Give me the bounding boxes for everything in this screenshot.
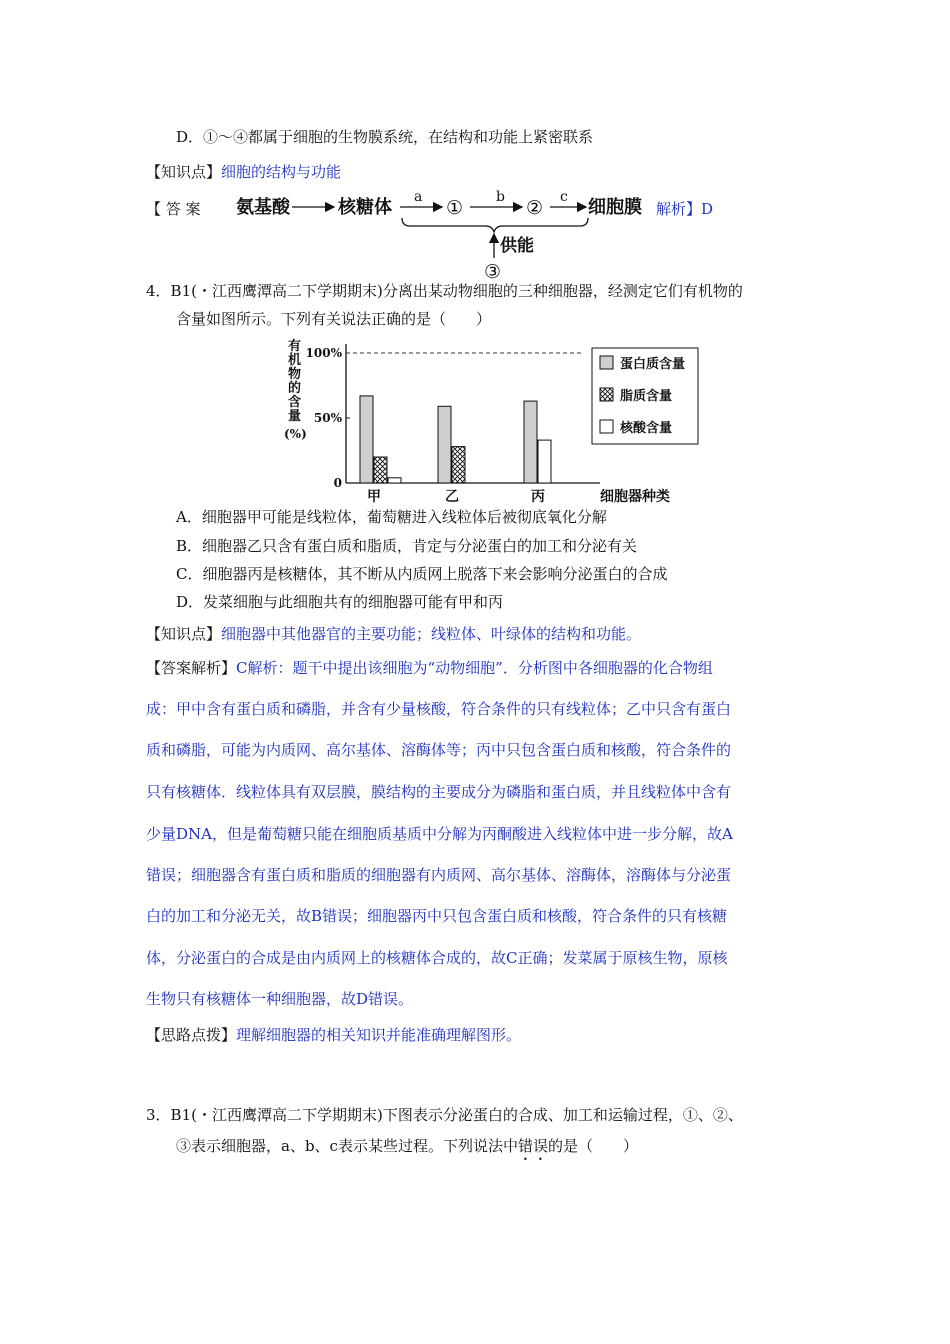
chart-bar-nucleic-acid xyxy=(388,478,401,483)
chart-legend-swatch xyxy=(600,420,613,433)
flow-amino-acid: 氨基酸 xyxy=(236,197,290,218)
q4-stem-line2: 含量如图所示。下列有关说法正确的是（ ） xyxy=(176,310,492,328)
q4-answer-line-4: 少量DNA，但是葡萄糖只能在细胞质基质中分解为丙酮酸进入线粒体中进一步分解，故A xyxy=(146,825,733,843)
hint-text: 理解细胞器的相关知识并能准确理解图形。 xyxy=(236,1026,522,1044)
answer-tag-prev: 【 答 案 xyxy=(146,200,201,218)
chart-y-tick-label: 50% xyxy=(313,411,342,425)
chart-y-tick-label: 100% xyxy=(305,346,342,360)
chart-bar-protein xyxy=(360,396,373,483)
q4-answer-line-0 xyxy=(146,658,713,678)
chart-category-label: 乙 xyxy=(445,489,459,505)
flow-label-b: b xyxy=(496,189,505,205)
flow-label-a: a xyxy=(414,189,423,205)
q3-stem-line1: 3．B1(・江西鹰潭高二下学期期末)下图表示分泌蛋白的合成、加工和运输过程，①、②、 xyxy=(146,1106,743,1124)
chart-y-axis-label xyxy=(284,338,307,441)
flow-organelle-2: ② xyxy=(526,197,544,219)
chart-legend-label: 蛋白质含量 xyxy=(620,357,686,372)
chart-legend-label: 脂质含量 xyxy=(620,389,673,404)
answer-tail-prev: 解析】D xyxy=(656,200,714,218)
flow-ribosome: 核糖体 xyxy=(338,197,392,218)
hint-tag: 【思路点拨】 xyxy=(146,1026,237,1044)
q4-option-b: B．细胞器乙只含有蛋白质和脂质，肯定与分泌蛋白的加工和分泌有关 xyxy=(176,537,638,555)
q4-option-c: C．细胞器丙是核糖体，其不断从内质网上脱落下来会影响分泌蛋白的合成 xyxy=(176,565,668,583)
chart-y-label-char: 机 xyxy=(288,353,302,368)
chart-legend-swatch xyxy=(600,388,613,401)
chart-x-axis-label: 细胞器种类 xyxy=(600,489,670,505)
chart-category-label: 丙 xyxy=(531,489,545,505)
flow-brace xyxy=(402,218,588,232)
q4-answer-line-7: 体，分泌蛋白的合成是由内质网上的核糖体合成的，故C正确；发菜属于原核生物，原核 xyxy=(146,949,728,967)
q4-option-d: D．发菜细胞与此细胞共有的细胞器可能有甲和丙 xyxy=(176,593,504,611)
chart-legend-label: 核酸含量 xyxy=(620,421,673,436)
chart-y-label-unit: (%) xyxy=(284,427,307,441)
q4-answer-line-1: 成：甲中含有蛋白质和磷脂，并含有少量核酸，符合条件的只有线粒体；乙中只含有蛋白 xyxy=(146,700,732,718)
q4-answer-line-5: 错误；细胞器含有蛋白质和脂质的细胞器有内质网、高尔基体、溶酶体，溶酶体与分泌蛋 xyxy=(146,866,732,884)
chart-bar-lipid xyxy=(374,457,387,483)
chart-bar-protein xyxy=(438,406,451,483)
chart-y-label-char: 含 xyxy=(288,395,302,410)
q4-answer-line-6: 白的加工和分泌无关，故B错误；细胞器丙中只包含蛋白质和核酸，符合条件的只有核糖 xyxy=(146,907,728,925)
q4-answer-line-8: 生物只有核糖体一种细胞器，故D错误。 xyxy=(146,990,414,1008)
knowledge-text: 细胞器中其他器官的主要功能；线粒体、叶绿体的结构和功能。 xyxy=(221,625,642,643)
chart-bar-lipid xyxy=(452,447,465,483)
flow-cell-membrane: 细胞膜 xyxy=(588,197,642,218)
knowledge-tag: 【知识点】 xyxy=(146,625,222,643)
q3-stem-part-a: ③表示细胞器，a、b、c表示某些过程。下列说法中 xyxy=(176,1137,518,1155)
q4-answer-line-2: 质和磷脂，可能为内质网、高尔基体、溶酶体等；丙中只包含蛋白质和核酸，符合条件的 xyxy=(146,741,732,759)
organelle-content-chart xyxy=(280,334,700,510)
flow-energy-label: 供能 xyxy=(500,236,534,256)
q4-hint xyxy=(146,1025,521,1045)
chart-y-label-char: 有 xyxy=(288,339,302,354)
chart-category-label: 甲 xyxy=(367,489,381,505)
chart-y-label-char: 量 xyxy=(288,409,302,424)
chart-bar-nucleic-acid xyxy=(538,440,551,483)
q4-answer-line-3: 只有核糖体．线粒体具有双层膜，膜结构的主要成分为磷脂和蛋白质，并且线粒体中含有 xyxy=(146,783,732,801)
answer-text-line: C解析：题干中提出该细胞为“动物细胞”．分析图中各细胞器的化合物组 xyxy=(236,659,713,677)
flow-label-c: c xyxy=(560,189,568,205)
q4-stem-line1: 4．B1(・江西鹰潭高二下学期期末)分离出某动物细胞的三种细胞器，经测定它们有机物的 xyxy=(146,282,743,300)
q3-stem-part-b: 的是（ ） xyxy=(547,1137,638,1155)
answer-tag: 【答案解析】 xyxy=(146,659,237,677)
chart-y-tick-label: 0 xyxy=(333,476,342,490)
q3-stem-emphasis: 错误 xyxy=(517,1137,548,1155)
chart-bar-protein xyxy=(524,401,537,483)
knowledge-text: 细胞的结构与功能 xyxy=(221,163,342,181)
flow-organelle-3: ③ xyxy=(484,261,502,280)
q3-stem-line2 xyxy=(176,1136,638,1164)
flow-diagram xyxy=(230,188,650,280)
knowledge-tag: 【知识点】 xyxy=(146,163,222,181)
chart-y-label-char: 物 xyxy=(288,367,302,382)
q4-option-a: A．细胞器甲可能是线粒体，葡萄糖进入线粒体后被彻底氧化分解 xyxy=(176,508,607,526)
chart-y-label-char: 的 xyxy=(288,381,302,396)
flow-organelle-1: ① xyxy=(446,197,464,219)
option-d-prev: D．①～④都属于细胞的生物膜系统，在结构和功能上紧密联系 xyxy=(176,128,594,146)
q4-knowledge-point xyxy=(146,624,641,644)
chart-legend-swatch xyxy=(600,356,613,369)
knowledge-point-prev xyxy=(146,162,341,182)
